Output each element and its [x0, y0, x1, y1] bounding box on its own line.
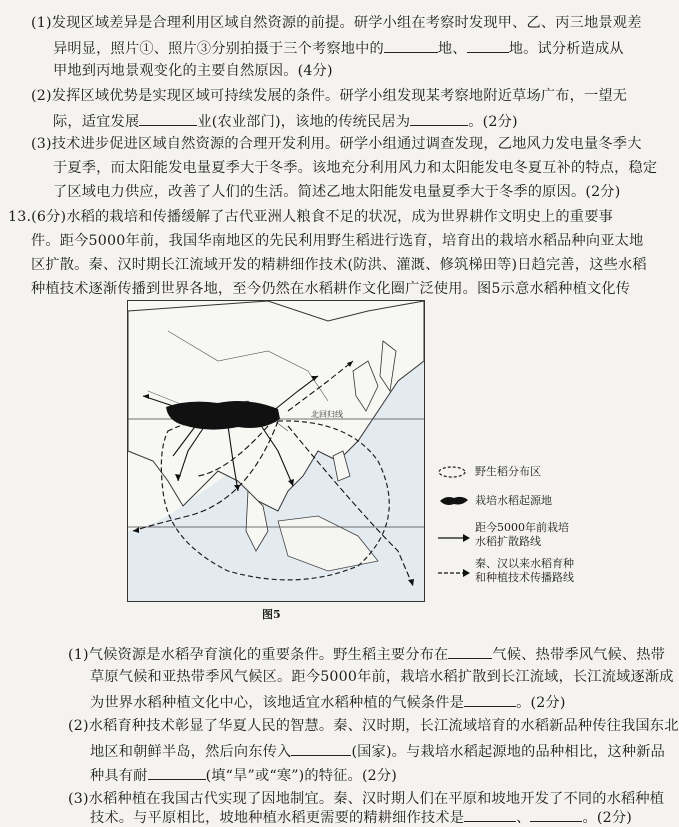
q13-intro-line4: 种植技术逐渐传播到世界各地，至今仍然在水稻耕作文化圈广泛使用。图5示意水稻种植文化传 [31, 281, 631, 297]
solid-arrow-icon [436, 531, 474, 545]
q12-part3-line1: (3)技术进步促进区域自然资源的合理开发利用。研学小组通过调查发现，乙地风力发电量冬季大 [31, 136, 642, 152]
black-blob-icon [436, 494, 474, 508]
q13-intro-line3: 区扩散。秦、汉时期长江流域开发的精耕细作技术(防洪、灌溉、修筑梯田等)日趋完善，这些水稻 [31, 257, 647, 273]
answer-blank[interactable] [464, 807, 516, 822]
answer-blank[interactable] [139, 111, 197, 126]
legend-wild-rice: 野生稻分布区 [475, 465, 541, 478]
answer-blank[interactable] [291, 741, 351, 756]
legend-diffusion: 距今5000年前栽培 水稻扩散路线 [475, 521, 569, 548]
q13-part1-line1: (1)气候资源是水稻孕育演化的重要条件。野生稻主要分布在 气候、热带季风气候、热带 [68, 644, 665, 664]
q13-intro-line2: 件。距今5000年前，我国华南地区的先民利用野生稻进行选育，培育出的栽培水稻品种向亚太地 [31, 233, 644, 249]
q13-part2-line3: 种具有耐 (填“旱”或“寒”)的特征。(2分) [90, 765, 397, 785]
q12-part3-line3: 了区域电力供应，改善了人们的生活。简述乙地太阳能发电量夏季大于冬季的原因。(2分) [53, 184, 621, 200]
q12-part3-line2: 于夏季，而太阳能发电量夏季大于冬季。该地充分利用风力和太阳能发电冬夏互补的特点，稳定 [53, 160, 658, 176]
q13-part3-line1: (3)水稻种植在我国古代实现了因地制宜。秦、汉时期人们在平原和坡地开发了不同的水稻种植 [68, 791, 665, 807]
q12-part1-line3: 甲地到丙地景观变化的主要自然原因。(4分) [53, 63, 333, 79]
answer-blank[interactable] [467, 38, 509, 53]
tropic-label: 北回归线 [311, 410, 343, 419]
answer-blank[interactable] [448, 644, 492, 659]
dashed-ellipse-icon [436, 465, 474, 479]
q13-part3-line2: 技术。与平原相比，坡地种植水稻更需要的精耕细作技术是 、 。(2分) [90, 807, 632, 827]
q12-part1-line1: (1)发现区域差异是合理利用区域自然资源的前提。研学小组在考察时发现甲、乙、丙三地景观差 [31, 15, 642, 31]
q12-part1-line2: 异明显，照片①、照片③分别拍摄于三个考察地中的 地、 地。试分析造成从 [53, 38, 624, 58]
dashed-arrow-icon [436, 566, 474, 580]
answer-blank[interactable] [410, 111, 468, 126]
figure-caption: 图5 [262, 608, 281, 621]
answer-blank[interactable] [530, 807, 582, 822]
q13-part2-line1: (2)水稻育种技术彰显了华夏人民的智慧。秦、汉时期，长江流域培育的水稻新品种传往我国东北 [68, 718, 679, 734]
legend-technology: 秦、汉以来水稻育种 和种植技术传播路线 [475, 557, 574, 584]
map-svg [128, 301, 424, 601]
rice-spread-map [127, 300, 425, 602]
answer-blank[interactable] [384, 38, 438, 53]
q13-part1-line2: 草原气候和亚热带季风气候区。距今5000年前，栽培水稻扩散到长江流域，长江流域逐渐成 [90, 669, 674, 685]
q13-part2-line2: 地区和朝鲜半岛，然后向东传入 (国家)。与栽培水稻起源地的品种相比，这种新品 [90, 741, 665, 761]
q12-part2-line2: 际，适宜发展 业(农业部门)，该地的传统民居为 。(2分) [53, 111, 518, 131]
q13-part1-line3: 为世界水稻种植文化中心，该地适宜水稻种植的气候条件是 。(2分) [90, 692, 566, 712]
legend-origin: 栽培水稻起源地 [475, 494, 552, 507]
answer-blank[interactable] [464, 692, 516, 707]
q12-part2-line1: (2)发挥区域优势是实现区域可持续发展的条件。研学小组发现某考察地附近草场广布，一望无 [31, 88, 628, 104]
answer-blank[interactable] [148, 765, 206, 780]
q13-intro-line1: 13.(6分)水稻的栽培和传播缓解了古代亚洲人粮食不足的状况，成为世界耕作文明史上的重要事 [8, 209, 613, 225]
